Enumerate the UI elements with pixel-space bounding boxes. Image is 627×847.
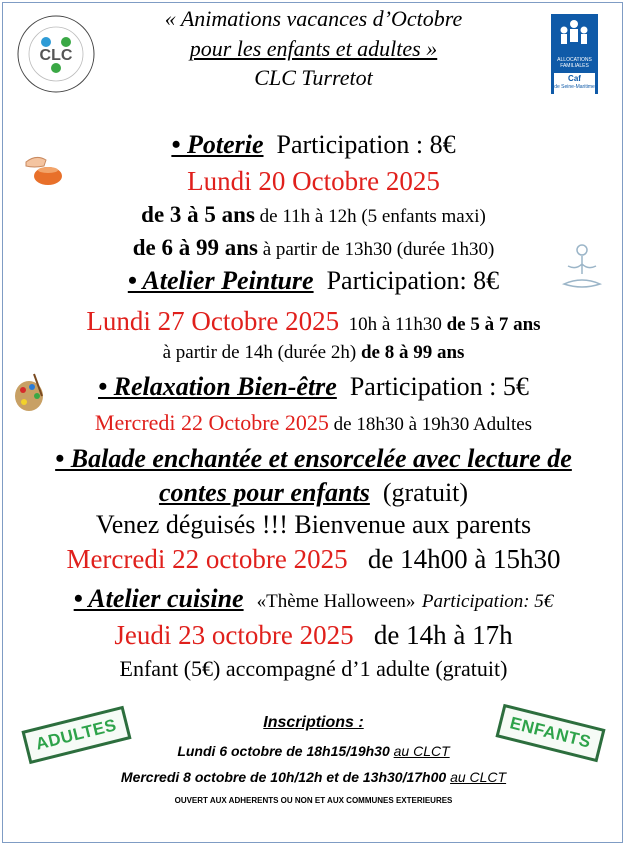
balade-heading-2 <box>0 478 627 508</box>
poterie-participation: Participation : 8€ <box>276 130 456 159</box>
relaxation-participation: Participation : 5€ <box>349 372 529 401</box>
cuisine-time: de 14h à 17h <box>373 620 513 650</box>
caf-text-3: Caf <box>568 74 581 83</box>
poterie-time-1: de 11h à 12h (5 enfants maxi) <box>254 206 486 227</box>
peinture-participation: Participation: 8€ <box>326 266 500 295</box>
relaxation-time: de 18h30 à 19h30 Adultes <box>328 414 533 435</box>
balade-heading-1 <box>0 444 627 474</box>
adultes-stamp: ADULTES <box>21 706 131 764</box>
poterie-session-1 <box>0 202 627 228</box>
balade-date: Mercredi 22 octobre 2025 <box>66 544 348 574</box>
inscriptions-title: Inscriptions : <box>263 714 364 731</box>
poterie-session-2 <box>0 235 627 261</box>
peinture-heading <box>0 266 627 296</box>
caf-text-1: ALLOCATIONS <box>557 57 592 63</box>
poterie-title: • Poterie <box>171 130 264 159</box>
balade-note: Venez déguisés !!! Bienvenue aux parents <box>95 510 532 539</box>
header-title-2-text: pour les enfants et adultes » <box>189 36 438 61</box>
poterie-age-1: de 3 à 5 ans <box>141 202 255 227</box>
inscriptions-line-1 <box>0 743 627 759</box>
peinture-time-2: à partir de 14h (durée 2h) <box>162 342 361 363</box>
inscriptions-line-1-place: au CLCT <box>393 743 450 759</box>
poterie-time-2: à partir de 13h30 (durée 1h30) <box>257 239 495 260</box>
caf-text-4: de Seine-Maritime <box>554 84 595 90</box>
cuisine-session <box>0 620 627 651</box>
peinture-age-2: de 8 à 99 ans <box>360 342 465 363</box>
relaxation-title: • Relaxation Bien-être <box>98 372 337 401</box>
balade-title-2: contes pour enfants <box>158 478 370 507</box>
header-title-1: « Animations vacances d’Octobre <box>164 6 463 31</box>
header-title-2 <box>0 36 627 62</box>
peinture-date: Lundi 27 Octobre 2025 <box>86 306 340 336</box>
poterie-age-2: de 6 à 99 ans <box>132 235 258 260</box>
peinture-session-2 <box>0 342 627 364</box>
cuisine-heading <box>0 584 627 614</box>
poterie-date: Lundi 20 Octobre 2025 <box>187 166 440 196</box>
cuisine-participation: Participation: 5€ <box>421 591 554 612</box>
caf-text-2: FAMILIALES <box>560 63 589 69</box>
enfants-stamp: ENFANTS <box>495 704 605 762</box>
inscriptions-line-2 <box>0 769 627 785</box>
balade-time: de 14h00 à 15h30 <box>367 544 561 574</box>
peinture-time-1: 10h à 11h30 <box>348 314 447 335</box>
balade-session <box>0 544 627 575</box>
peinture-session-1 <box>0 306 627 337</box>
cuisine-date: Jeudi 23 octobre 2025 <box>114 620 354 650</box>
relaxation-session <box>0 410 627 436</box>
inscriptions-footer: OUVERT AUX ADHERENTS OU NON ET AUX COMMUNES EXTERIEURES <box>174 796 453 805</box>
peinture-age-1: de 5 à 7 ans <box>446 314 541 335</box>
cuisine-title: • Atelier cuisine <box>73 584 244 613</box>
inscriptions-line-1-text: Lundi 6 octobre de 18h15/19h30 <box>177 743 394 759</box>
cuisine-note: Enfant (5€) accompagné d’1 adulte (gratuit) <box>119 656 508 681</box>
inscriptions-line-2-place: au CLCT <box>450 769 507 785</box>
inscriptions-line-2-text: Mercredi 8 octobre de 10h/12h et de 13h30/17h00 <box>120 769 451 785</box>
relaxation-heading <box>0 372 627 402</box>
relaxation-date: Mercredi 22 Octobre 2025 <box>94 410 329 435</box>
cuisine-theme: «Thème Halloween» <box>256 591 416 612</box>
poterie-heading <box>0 130 627 160</box>
clc-logo-letters: CLC <box>39 47 73 64</box>
header-title-3: CLC Turretot <box>254 65 373 90</box>
balade-gratuit: (gratuit) <box>382 478 469 507</box>
balade-title-1: • Balade enchantée et ensorcelée avec lecture de <box>55 444 572 473</box>
peinture-title: • Atelier Peinture <box>127 266 314 295</box>
